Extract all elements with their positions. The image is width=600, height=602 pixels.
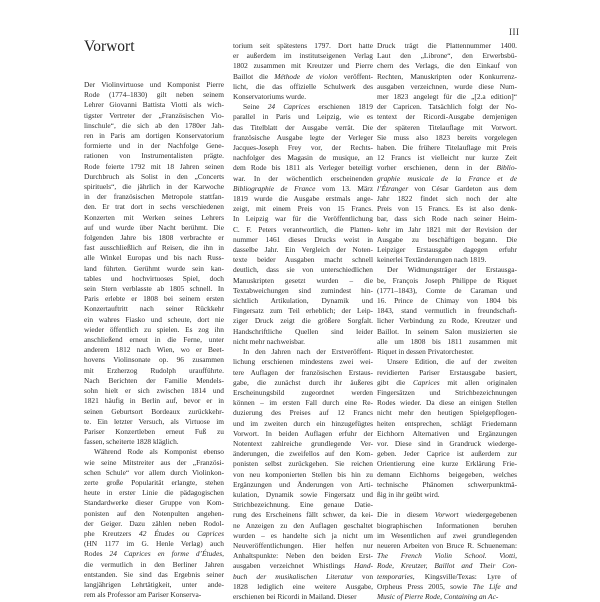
text-line: Paris erlebte er 1808 bei seinem ersten xyxy=(84,294,224,304)
text-line: Textabweichungen sind zumindest hin- xyxy=(233,285,373,295)
paragraph xyxy=(233,347,373,602)
text-line: Orpheus Press 2005, sowie The Life and xyxy=(377,581,517,591)
text-line: können – im ersten Fall durch eine Re- xyxy=(233,398,373,408)
text-line: Der Widmungsträger der Erstausga- xyxy=(387,265,517,275)
text-line: Notentext zahlreiche grundlegende Ver- xyxy=(233,438,373,448)
text-line: tere Auflagen der französischen Erstaus- xyxy=(233,367,373,377)
text-line: Leipziger Erstausgabe dagegen erfuhr xyxy=(377,245,517,255)
text-line: C. F. Peters verantwortlich, die Platten- xyxy=(233,224,373,234)
text-line: te. Ein letzter Versuch, als Virtuose im xyxy=(84,416,224,426)
text-line: neueren Arbeiten von Bruce R. Schueneman: xyxy=(377,540,517,550)
text-line: vor. Diese sind in Grandruck wiederge- xyxy=(377,438,517,448)
text-line: Fingersatz zum Teil erheblich; der Leip- xyxy=(233,306,373,316)
text-line: In Leipzig war für die Veröffentlichung xyxy=(233,214,373,224)
text-line: (1771–1843), Comte de Caraman und xyxy=(377,285,517,295)
text-line: l’Étranger von César Gardeton aus dem xyxy=(377,183,517,193)
text-line: deutlich, dass sie von unterschiedlichen xyxy=(233,265,373,275)
paragraph xyxy=(377,357,517,500)
text-line: alle Winkel Europas und bis nach Russ- xyxy=(84,253,224,263)
text-line: Ergänzungen und Änderungen von Arti- xyxy=(233,479,373,489)
text-line: der Geiger. Dazu zählen neben Rodol- xyxy=(84,518,224,528)
text-column-2 xyxy=(233,41,373,602)
text-line: Standardwerke dieser Gruppe von Kom- xyxy=(84,498,224,508)
text-line: bar, dass sich Rode nach seiner Heim- xyxy=(377,214,517,224)
text-line: Bibliographie de France vom 13. März xyxy=(233,183,373,193)
text-line: land führten. Gerühmt wurde sein kan- xyxy=(84,263,224,273)
text-line: Rodes 24 Caprices en forme d’Études, xyxy=(84,549,224,559)
text-line: schen Schule“ vor allem durch Violinkon- xyxy=(84,467,224,477)
text-line: französische Ausgabe legte der Verleger xyxy=(233,132,373,142)
text-line: die vermutlich in den Berliner Jahren xyxy=(84,559,224,569)
text-line: Seine 24 Caprices erschienen 1819 xyxy=(243,102,373,112)
text-line: Preis von 15 Francs. Es ist also denk- xyxy=(377,204,517,214)
text-line: revidierten Pariser Erstausgabe basiert, xyxy=(377,367,517,377)
text-line: ne Anzeigen zu den Auflagen geschaltet xyxy=(233,520,373,530)
text-line: Strichbezeichnung. Eine genaue Datie- xyxy=(233,500,373,510)
text-line: entstanden. Sie sind das Ergebnis seiner xyxy=(84,569,224,579)
text-line: Während Rode als Komponist ebenso xyxy=(94,447,224,457)
text-line: Music of Pierre Rode, Containing an Ac- xyxy=(377,591,499,601)
page-number: III xyxy=(509,27,520,37)
paragraph xyxy=(84,80,224,447)
text-line: nummer 1461 dieses Drucks weist in xyxy=(233,234,373,244)
text-line: erschienen bei Ricordi in Mailand. Dieser xyxy=(233,591,357,601)
text-line: änderungen, die zweifellos auf den Kom- xyxy=(233,449,373,459)
text-line: haben. Die frühere Titelauflage mit Preis xyxy=(377,143,517,153)
text-line: 1843, stand vermutlich in freundschaft- xyxy=(377,306,517,316)
text-line: 12 Francs ist vielleicht nur kurze Zeit xyxy=(377,153,517,163)
text-line: wie seine Mitstreiter aus der „Französi- xyxy=(84,457,224,467)
text-line: ausgaben verzeichnet Whistlings Hand- xyxy=(233,561,373,571)
text-line: Ausgabe zu beschäftigen begann. Die xyxy=(377,234,517,244)
text-line: von neu komponierten Stellen bis hin zu xyxy=(233,469,373,479)
text-line: Fingersätzen und Strichbezeichnungen xyxy=(377,387,517,397)
text-line: biographischen Informationen beruhen xyxy=(377,520,517,530)
text-line: Rode (1774–1830) gilt neben seinem xyxy=(84,90,224,100)
text-line: The French Violin School. Viotti, xyxy=(377,551,517,561)
text-line: Baillot die Méthode de violon veröffent- xyxy=(233,71,373,81)
text-line: Rode feierte 1792 mit 18 Jahren seinen xyxy=(84,161,224,171)
text-line: Baillot. In seinem Salon musizierten sie xyxy=(377,326,517,336)
text-line: 1802 zusammen mit Kreutzer und Pierre xyxy=(233,61,373,71)
paragraph xyxy=(233,41,373,102)
text-line: (HN 1177 im G. Henle Verlag) auch xyxy=(84,539,224,549)
text-line: sein Stern verblasste ab 1805 schnell. In xyxy=(84,284,224,294)
text-line: 1821 häufig in Berlin auf, bevor er in xyxy=(84,396,224,406)
text-line: seinen Geburtsort Bordeaux zurückkehr- xyxy=(84,406,224,416)
text-line: Orientierung eine kurze Erklärung Frie- xyxy=(377,459,517,469)
text-line: sichtlich Artikulation, Dynamik und xyxy=(233,296,373,306)
text-line: war. In der wöchentlich erscheinenden xyxy=(233,173,373,183)
text-line: Jahr 1822 findet sich noch der alte xyxy=(377,194,517,204)
text-line: der späteren Titelauflage mit Vorwort. xyxy=(377,122,517,132)
text-line: Handschriftliche Quellen sind leider xyxy=(233,326,373,336)
text-line: mit Erzherzog Rudolph uraufführte. xyxy=(84,365,224,375)
text-line: folgenden Jahre bis 1808 verbrachte er xyxy=(84,233,224,243)
text-line: Nach Berichten der Familie Mendels- xyxy=(84,375,224,385)
text-line: rationen von Instrumentalisten prägte. xyxy=(84,151,224,161)
text-line: mer 1823 angelegt für die „[2.a edition]“ xyxy=(377,92,517,102)
text-line: Konzertauftritt nach seiner Rückkehr xyxy=(84,304,224,314)
text-line: duzierung des Preises auf 12 Francs xyxy=(233,408,373,418)
text-line: 1828 lediglich eine weitere Ausgabe, xyxy=(233,581,373,591)
text-line: Rode, Kreutzer, Baillot and Their Con- xyxy=(377,561,517,571)
paragraph xyxy=(377,41,517,265)
text-line: Rechten, Manuskripten oder Konkurrenz- xyxy=(377,71,517,81)
text-line: gabe, die zunächst durch ihr äußeres xyxy=(233,377,373,387)
text-line: Sie muss also 1823 bereits vorgelegen xyxy=(377,132,517,142)
text-line: gibt die Caprices mit allen originalen xyxy=(377,377,517,387)
text-line: rung des Erscheinens fällt schwer, da kei- xyxy=(233,510,373,520)
text-line: Neuveröffentlichungen. Hier helfen nur xyxy=(233,540,373,550)
text-line: ßig in ihr geübt wird. xyxy=(377,489,440,499)
text-line: linschule“, die sich ab den 1780er Jah- xyxy=(84,120,224,130)
text-line: Unsere Edition, die auf der zweiten xyxy=(387,357,517,367)
text-line: nicht mehr den heutigen Spielgepflogen- xyxy=(377,408,517,418)
text-line: dem Rode bis 1811 als Verleger beteiligt xyxy=(233,163,373,173)
text-line: nicht mehr nachweisbar. xyxy=(233,336,306,346)
text-line: rem als Professor am Pariser Konserva- xyxy=(84,590,202,600)
text-line: den. Er trat dort in sechs verschiedenen xyxy=(84,202,224,212)
text-line: Manuskripten gesetzt wurden – die xyxy=(233,275,373,285)
text-line: be, François Joseph Philippe de Riquet xyxy=(377,275,517,285)
text-line: langjährigen Lehrtätigkeit, unter ande- xyxy=(84,579,224,589)
paragraph xyxy=(377,510,517,602)
text-line: spirituels“, die jährlich in der Karwoche xyxy=(84,182,224,192)
page-title: Vorwort xyxy=(84,38,135,55)
text-line: kehr im Jahr 1821 mit der Revision der xyxy=(377,224,517,234)
text-line: Der Violinvirtuose und Komponist Pierre xyxy=(84,80,224,89)
text-line: formierte und in der Nachfolge Gene- xyxy=(84,141,224,151)
text-line: in der französischen Metropole stattfan- xyxy=(84,192,224,202)
text-line: licher Verbindung zu Rode, Kreutzer und xyxy=(377,316,517,326)
text-line: fast ausschließlich auf Reisen, die ihn in xyxy=(84,243,224,253)
text-line: parallel in Paris und Leipzig, wie es xyxy=(233,112,373,122)
text-line: keinerlei Textänderungen nach 1819. xyxy=(377,255,487,265)
text-line: buch der musikalischen Literatur von xyxy=(233,571,374,581)
text-line: wieder öffentlich zu spielen. Es zog ihn xyxy=(84,324,224,334)
text-line: zerte große Popularität erlangte, stehen xyxy=(84,477,224,487)
text-line: ponisten selbst zurückgehen. Sie reichen xyxy=(233,459,373,469)
text-line: Lehrer Giovanni Battista Viotti als wich- xyxy=(84,100,224,110)
text-line: nachfolger des Magasin de musique, an xyxy=(233,153,373,163)
text-line: alle um 1808 bis 1811 zusammen mit xyxy=(377,336,517,346)
text-line: heiten entsprechen, schlägt Friedemann xyxy=(377,418,517,428)
text-line: der Capricen. Tatsächlich folgt der No- xyxy=(377,102,517,112)
text-line: ziger Druck zeigt die größere Sorgfalt. xyxy=(233,316,373,326)
text-line: Laut den „Librone“, den Erwerbsbü- xyxy=(377,51,517,61)
text-line: hovens Violinsonate op. 96 zusammen xyxy=(84,355,224,365)
text-line: Rodes wieder. Da diese an einigen Stellen xyxy=(377,398,517,408)
text-line: graphie musicale de la France et de xyxy=(377,173,517,183)
text-line: Eichhorn Alternativen und Ergänzungen xyxy=(377,428,517,438)
text-line: phe Kreutzers 42 Études ou Caprices xyxy=(84,528,224,538)
text-line: Die in diesem Vorwort wiedergegebenen xyxy=(377,510,517,520)
text-line: Anhaltspunkte: Neben den beiden Erst- xyxy=(233,551,373,561)
text-line: geben. Jeder Caprice ist außerdem zur xyxy=(377,449,517,459)
text-line: 1819 wurde die Ausgabe erstmals ange- xyxy=(233,194,373,204)
text-line: Pariser Konzertleben erneut Fuß zu xyxy=(84,426,224,436)
text-line: Riquet in dessen Privatorchester. xyxy=(377,347,474,357)
text-line: dasselbe Jahr. Ein Vergleich der Noten- xyxy=(233,245,373,255)
text-line: ren in Paris am dortigen Konservatorium xyxy=(84,131,224,141)
text-line: anderem 1812 nach Wien, wo er Beet- xyxy=(84,345,224,355)
text-line: anschließend erneut in die Ferne, unter xyxy=(84,335,224,345)
paragraph xyxy=(233,102,373,347)
text-column-1 xyxy=(84,80,224,600)
text-line: lichung erschienen mindestens zwei wei- xyxy=(233,357,373,367)
text-line: demann Eichhorns beigegeben, welches xyxy=(377,469,517,479)
text-line: kulation, Dynamik sowie Fingersatz und xyxy=(233,489,373,499)
text-line: Konzerten mit Werken seines Lehrers xyxy=(84,212,224,222)
text-line: heute in erster Linie die pädagogischen xyxy=(84,488,224,498)
text-line: vorher erschienen, denn in der Biblio- xyxy=(377,163,517,173)
paragraph xyxy=(377,265,517,357)
text-line: wurden – es handelte sich ja nicht um xyxy=(233,530,373,540)
text-line: texte beider Ausgaben macht schnell xyxy=(233,255,373,265)
text-line: ein wahres Fiasko und scheute, dort nie xyxy=(84,314,224,324)
text-line: Druck trägt die Plattennummer 1400. xyxy=(377,41,517,50)
text-line: ausgaben verzeichnen, wurde diese Num- xyxy=(377,81,517,91)
text-line: tentext der Ricordi-Ausgabe demjenigen xyxy=(377,112,517,122)
text-line: auf und wurde über Nacht berühmt. Die xyxy=(84,222,224,232)
text-column-3 xyxy=(377,41,517,602)
text-line: tables und hochvirtuoses Spiel, doch xyxy=(84,273,224,283)
paragraph xyxy=(84,447,224,600)
text-line: Erscheinungsbild zugeordnet werden xyxy=(233,387,373,397)
text-line: Konservatoriums wurde. xyxy=(233,92,307,102)
text-line: und im zweiten durch ein hinzugefügtes xyxy=(233,418,373,428)
text-line: Vorwort. In beiden Auflagen erfuhr der xyxy=(233,428,373,438)
text-line: temporaries, Kingsville/Texas: Lyre of xyxy=(377,571,517,581)
text-line: chern des Verlags, die den Einkauf von xyxy=(377,61,517,71)
text-line: ponisten auf den Notenpulten angehen- xyxy=(84,508,224,518)
text-line: das Titelblatt der Ausgabe verrät. Die xyxy=(233,122,373,132)
text-line: zeigt, mit einem Preis von 15 Francs. xyxy=(233,204,373,214)
text-line: fassen, scheiterte 1828 kläglich. xyxy=(84,437,179,447)
text-line: er außerdem im institutseigenen Verlag xyxy=(233,51,373,61)
text-line: Durchbruch als Solist in den „Concerts xyxy=(84,171,224,181)
text-line: technische Phänomen schwerpunktmä- xyxy=(377,479,517,489)
text-line: 16. Prince de Chimay von 1804 bis xyxy=(377,296,517,306)
text-line: sohn hielt er sich zwischen 1814 und xyxy=(84,386,224,396)
text-line: licht, die das offizielle Schulwerk des xyxy=(233,81,373,91)
text-line: im Wesentlichen auf zwei grundlegenden xyxy=(377,530,517,540)
text-line: In den Jahren nach der Erstveröffent- xyxy=(243,347,373,357)
text-line: torium seit spätestens 1797. Dort hatte xyxy=(233,41,373,50)
text-line: tigster Vertreter der „Französischen Vio- xyxy=(84,110,224,120)
text-line: Jacques-Joseph Frey vor, der Rechts- xyxy=(233,143,373,153)
